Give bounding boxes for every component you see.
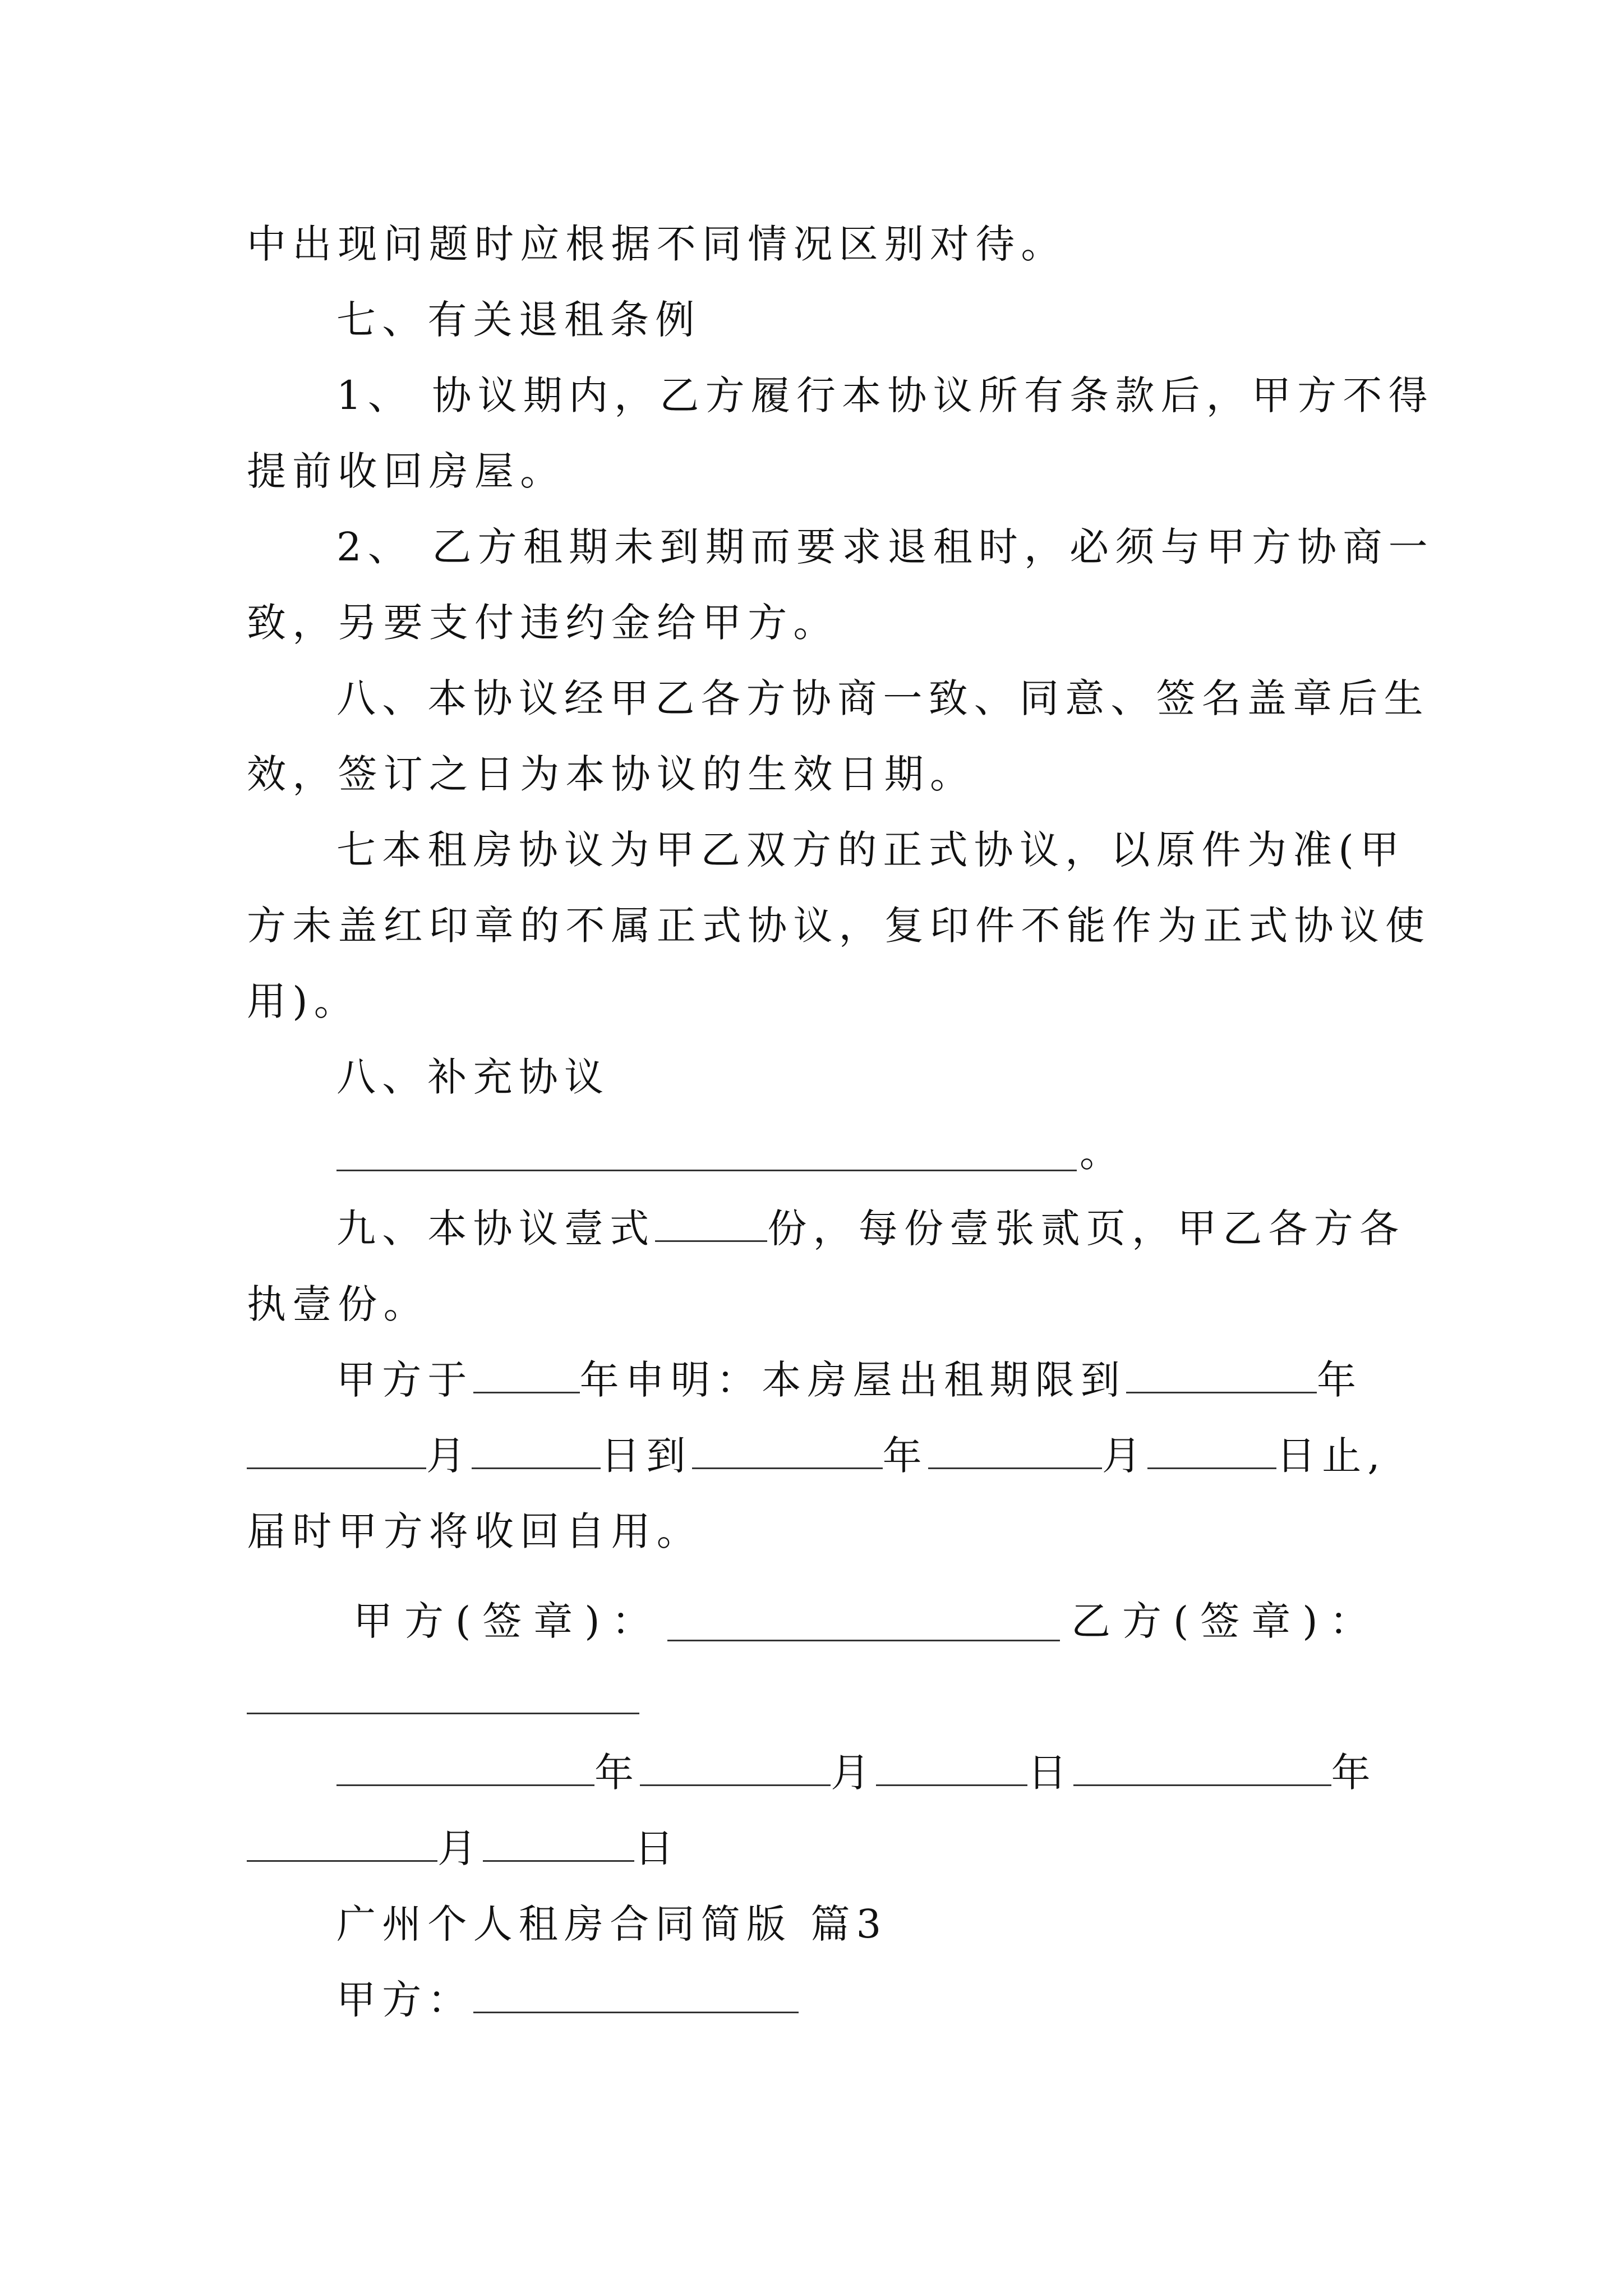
paragraph-line: 中出现问题时应根据不同情况区别对待。 — [247, 221, 1067, 267]
section-heading: 八、补充协议 — [336, 1054, 610, 1100]
month-blank[interactable] — [247, 1826, 437, 1862]
party-a-line — [336, 1977, 799, 2022]
paragraph-line — [336, 1358, 1362, 1402]
period-mark: 。 — [1080, 1130, 1126, 1176]
declare-text: 年申明：本房屋出租期限到 — [579, 1357, 1127, 1403]
paragraph-line: 届时甲方将收回自用。 — [247, 1508, 702, 1554]
section-title: 广州个人租房合同简版 篇3 — [336, 1901, 888, 1947]
year-blank[interactable] — [692, 1434, 883, 1469]
copies-label: 九、本协议壹式 — [336, 1205, 656, 1251]
day-blank[interactable] — [1147, 1434, 1276, 1469]
party-b-signature-blank[interactable] — [247, 1711, 639, 1714]
month-blank[interactable] — [247, 1434, 426, 1469]
party-a-signature-blank[interactable] — [667, 1638, 1060, 1641]
paragraph-line: 效，签订之日为本协议的生效日期。 — [247, 751, 976, 797]
day-end-label: 日止, — [1276, 1433, 1386, 1479]
paragraph-line: 七本租房协议为甲乙双方的正式协议，以原件为准(甲 — [336, 827, 1406, 873]
copies-blank[interactable] — [655, 1207, 767, 1242]
paragraph-line: 1、 协议期内，乙方履行本协议所有条款后，甲方不得 — [336, 372, 1434, 418]
year-blank[interactable] — [336, 1751, 594, 1786]
paragraph-line — [336, 1206, 1405, 1251]
day-blank[interactable] — [876, 1751, 1027, 1786]
year-label: 年 — [1317, 1357, 1363, 1403]
party-b-signature-label: 乙方(签章)： — [1071, 1598, 1381, 1644]
year-blank[interactable] — [1073, 1751, 1331, 1786]
year-label: 年 — [594, 1750, 640, 1796]
month-label: 月 — [831, 1750, 877, 1796]
day-blank[interactable] — [472, 1434, 601, 1469]
date-line — [336, 1750, 1377, 1795]
section-heading: 七、有关退租条例 — [336, 297, 701, 343]
declare-label: 甲方于 — [336, 1357, 473, 1403]
party-a-blank[interactable] — [473, 1978, 799, 2013]
day-to-label: 日到 — [601, 1433, 692, 1479]
supplement-blank[interactable] — [336, 1168, 1077, 1171]
paragraph-line: 方未盖红印章的不属正式协议，复印件不能作为正式协议使 — [247, 903, 1431, 949]
paragraph-line: 致，另要支付违约金给甲方。 — [247, 600, 839, 646]
date-line — [247, 1826, 680, 1871]
month-blank[interactable] — [640, 1751, 831, 1786]
paragraph-line: 2、 乙方租期未到期而要求退租时，必须与甲方协商一 — [336, 524, 1434, 570]
copies-text: 份，每份壹张贰页，甲乙各方各 — [767, 1205, 1405, 1251]
day-label: 日 — [634, 1825, 680, 1871]
paragraph-line: 八、本协议经甲乙各方协商一致、同意、签名盖章后生 — [336, 675, 1430, 721]
month-blank[interactable] — [928, 1434, 1102, 1469]
party-a-label: 甲方： — [336, 1977, 473, 2023]
paragraph-line: 提前收回房屋。 — [247, 448, 566, 494]
paragraph-line — [247, 1433, 1386, 1478]
day-blank[interactable] — [483, 1826, 634, 1862]
year-blank[interactable] — [473, 1358, 580, 1393]
year-blank[interactable] — [1126, 1358, 1317, 1393]
month-label: 月 — [1101, 1433, 1148, 1479]
paragraph-line: 用)。 — [247, 978, 359, 1024]
month-label: 月 — [426, 1433, 472, 1479]
month-label: 月 — [437, 1825, 483, 1871]
year-label: 年 — [1331, 1750, 1377, 1796]
day-label: 日 — [1027, 1750, 1073, 1796]
year-label: 年 — [882, 1433, 928, 1479]
party-a-signature-label: 甲方(签章)： — [353, 1598, 663, 1644]
paragraph-line: 执壹份。 — [247, 1281, 429, 1327]
